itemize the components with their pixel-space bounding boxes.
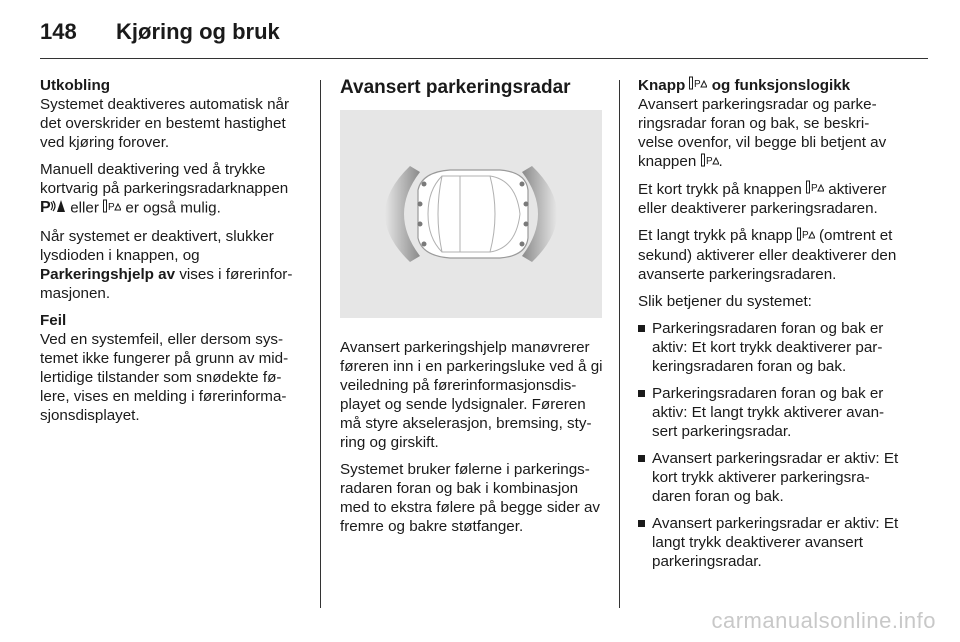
parking-radar-button-icon — [689, 76, 707, 95]
svg-text:P: P — [40, 199, 51, 214]
manuell-text-3: er også mulig. — [125, 199, 221, 217]
parking-radar-button-icon — [797, 227, 815, 246]
manuell-paragraph — [40, 160, 306, 219]
manuell-text-1: Manuell deaktivering ved å trykke kortvarig på parkeringsradarknappen — [40, 161, 289, 197]
utkobling-text: Systemet deaktiveres automatisk når det overskrider en bestemt hastighet ved kjøring forover. — [40, 96, 290, 151]
page-number: 148 — [40, 19, 77, 44]
header-rule — [40, 58, 928, 59]
page-header — [40, 14, 280, 50]
utkobling-section — [40, 76, 306, 152]
knapp-para-3 — [638, 226, 904, 283]
knapp-para-2-text-2: aktiverer eller deaktiverer parkeringsradaren. — [638, 180, 887, 218]
column-divider-1 — [320, 80, 321, 608]
deaktivert-text-1: Når systemet er deaktivert, slukker lysdioden i knappen, og — [40, 228, 274, 264]
column-divider-2 — [619, 80, 620, 608]
svg-text:P: P — [705, 155, 713, 167]
parking-radar-illustration — [340, 110, 602, 318]
manuell-text-2: eller — [70, 199, 99, 217]
parking-radar-button-icon — [701, 153, 719, 172]
knapp-para-1-text: Avansert parkeringsradar og parke-ringsradar foran og bak, se beskri-velse ovenfor, vil begge bli betjent av knappen — [638, 96, 887, 171]
svg-text:P: P — [801, 229, 809, 241]
parkeringshjelp-av-label: Parkeringshjelp av — [40, 266, 176, 283]
knapp-para-2-text-1: Et kort trykk på knappen — [638, 180, 802, 198]
avansert-para-1: Avansert parkeringshjelp manøvrerer føreren inn i en parkeringsluke ved å gi veiledning på førerinformasjonsdis-playet og sende lydsignaler. Føreren må styre akselerasjon, bremsing, sty-ring og girskift. — [340, 339, 603, 451]
knapp-para-1-end: . — [718, 153, 723, 171]
knapp-para-2 — [638, 180, 904, 218]
svg-text:P: P — [811, 183, 818, 195]
column-3 — [638, 76, 904, 579]
list-item: Parkeringsradaren foran og bak er aktiv: Et langt trykk aktiverer avan-sert parkeringsradar. — [638, 384, 904, 441]
list-item: Avansert parkeringsradar er aktiv: Et langt trykk deaktiverer avansert parkeringsradar. — [638, 514, 904, 571]
knapp-para-3-text-2: (omtrent et sekund) aktiverer eller deaktiverer den avanserte parkeringsradaren. — [638, 227, 897, 283]
watermark: carmanualsonline.info — [711, 608, 936, 633]
utkobling-heading: Utkobling — [40, 77, 111, 94]
svg-text:P: P — [694, 79, 702, 91]
feil-section — [40, 311, 306, 425]
knapp-para-3-text-1: Et langt trykk på knapp — [638, 227, 793, 245]
column-1 — [40, 76, 306, 433]
knapp-heading — [638, 76, 904, 95]
feil-heading: Feil — [40, 312, 67, 329]
knapp-para-4: Slik betjener du systemet: — [638, 292, 812, 310]
list-item: Parkeringsradaren foran og bak er aktiv: Et kort trykk deaktiverer par-keringsradaren foran og bak. — [638, 319, 904, 376]
section-heading-avansert: Avansert parkeringsradar — [340, 77, 571, 98]
deaktivert-paragraph — [40, 227, 306, 303]
deaktivert-text-2: vises i førerinfor-masjonen. — [40, 266, 293, 302]
avansert-para-2: Systemet bruker følerne i parkerings-radaren foran og bak i kombinasjon med to ekstra følere på begge sider av fremre og bakre støtfanger. — [340, 461, 601, 535]
list-item: Avansert parkeringsradar er aktiv: Et kort trykk aktiverer parkeringsra-daren foran og bak. — [638, 449, 904, 506]
parking-radar-button-icon — [103, 199, 121, 218]
knapp-heading-1: Knapp — [638, 77, 686, 94]
knapp-para-1 — [638, 95, 904, 171]
knapp-heading-2: og funksjonslogikk — [711, 77, 851, 94]
page-title: Kjøring og bruk — [116, 19, 280, 44]
operation-list — [638, 319, 904, 571]
parking-assist-p-icon — [40, 198, 66, 219]
feil-text: Ved en systemfeil, eller dersom sys-temet ikke fungerer på grunn av mid-lertidige tilstander som snødekte fø-lere, vises en melding i førerinforma-sjonsdisplayet. — [40, 331, 289, 424]
parking-radar-button-icon — [806, 180, 824, 199]
svg-text:P: P — [108, 202, 115, 213]
column-2 — [340, 76, 604, 544]
